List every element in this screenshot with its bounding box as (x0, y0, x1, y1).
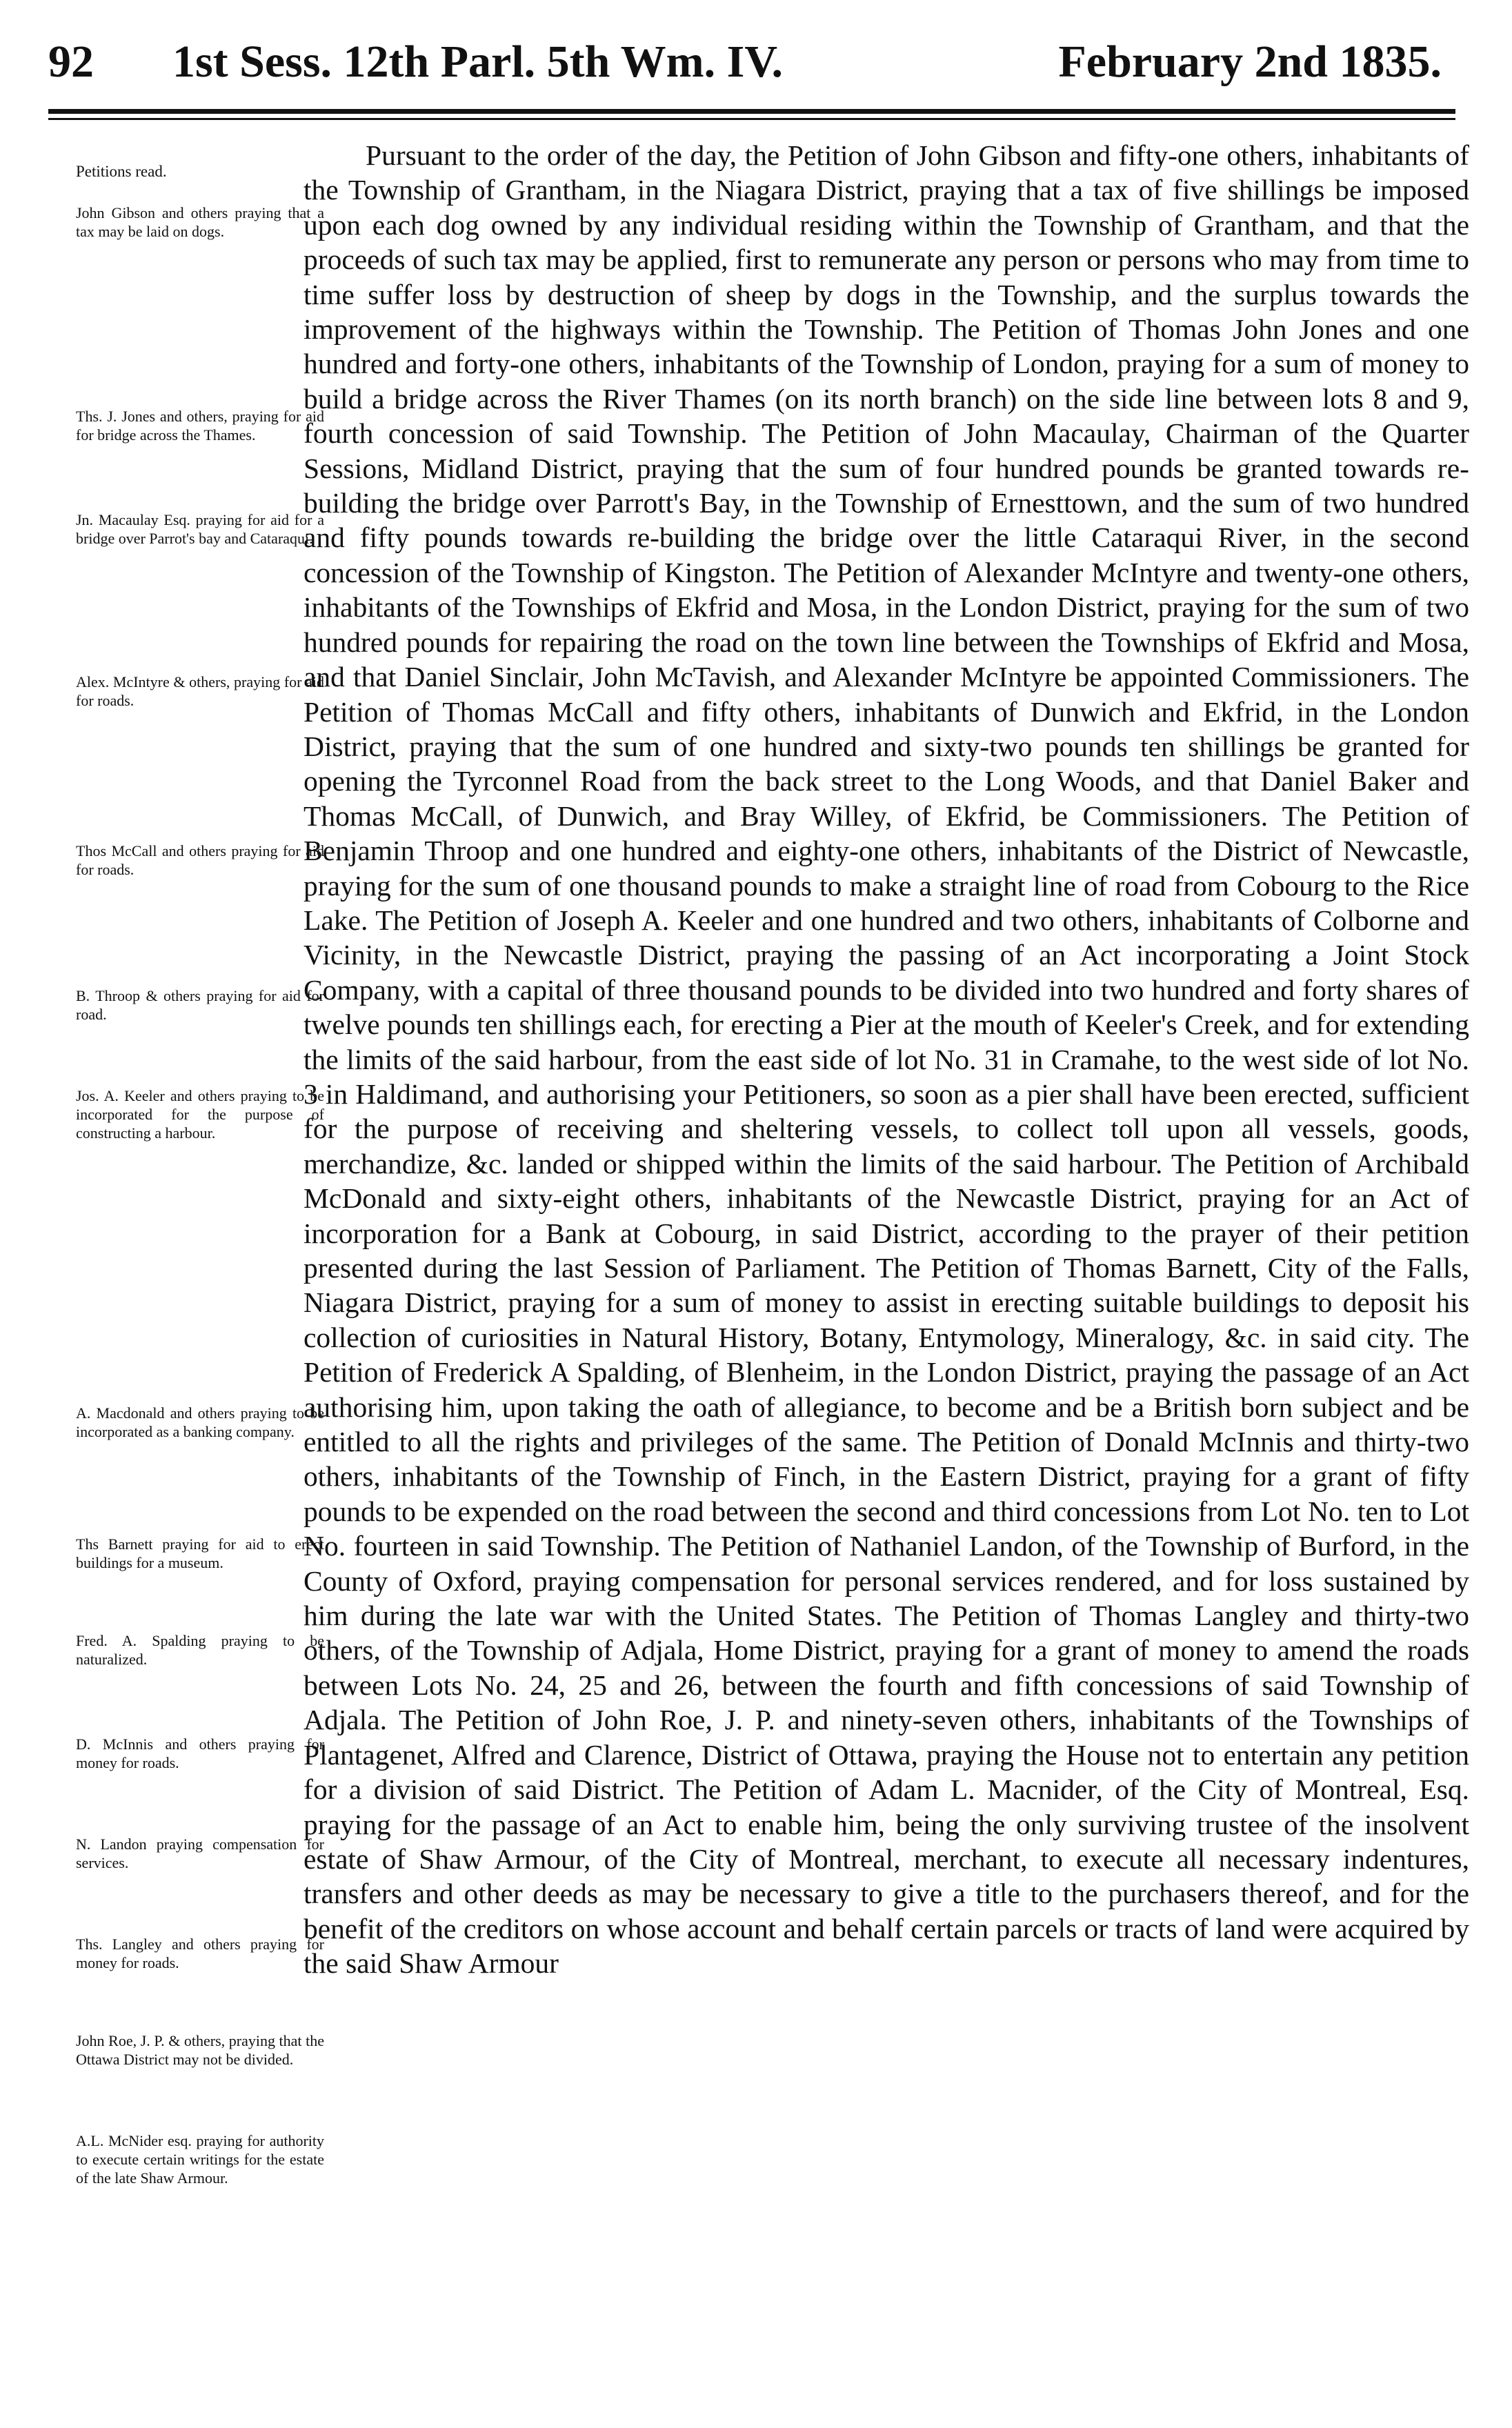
margin-note-keeler: Jos. A. Keeler and others praying to be incorporated for the purpose of constructing a harbour. (76, 1087, 324, 1142)
margin-note-petitions-read: Petitions read. (76, 163, 167, 180)
session-heading: 1st Sess. 12th Parl. 5th Wm. IV. (172, 37, 783, 87)
page-header (48, 34, 1469, 90)
main-text-column (304, 138, 1469, 2407)
margin-note-mcinnis: D. McInnis and others praying for money for roads. (76, 1735, 324, 1771)
margin-note-gibson: John Gibson and others praying that a tax may be laid on dogs. (76, 204, 324, 240)
margin-note-macdonald: A. Macdonald and others praying to be incorporated as a banking company. (76, 1404, 324, 1440)
margin-note-throop: B. Throop & others praying for aid for road. (76, 987, 324, 1023)
margin-note-mccall: Thos McCall and others praying for aid for roads. (76, 842, 324, 878)
margin-note-barnett: Ths Barnett praying for aid to erect buildings for a museum. (76, 1535, 324, 1571)
margin-note-langley: Ths. Langley and others praying for money for roads. (76, 1936, 324, 1971)
margin-note-jones: Ths. J. Jones and others, praying for aid for bridge across the Thames. (76, 408, 324, 444)
margin-note-spalding: Fred. A. Spalding praying to be naturalized. (76, 1632, 324, 1668)
petitions-paragraph: Pursuant to the order of the day, the Petition of John Gibson and fifty-one others, inhabitants of the Township of Grantham, in the Niagara District, praying that a tax of five shillings be imposed upon each dog owned by any individual residing within the Township of Grantham, and that the proceeds of such tax may be applied, first to remunerate any person or persons who may from time to time suffer loss by destruction of sheep by dogs in the Township, and the surplus towards the improvement of the highways within the Township. The Petition of Thomas John Jones and one hundred and forty-one others, inhabitants of the Township of London, praying for a sum of money to build a bridge across the River Thames (on its north branch) on the side line between lots 8 and 9, fourth concession of said Township. The Petition of John Macaulay, Chairman of the Quarter Sessions, Midland District, praying that the sum of four hundred pounds be granted towards re-building the bridge over Parrott's Bay, in the Township of Ernesttown, and the sum of two hundred and fifty pounds towards re-building the bridge over the little Cataraqui River, in the second concession of the Township of Kingston. The Petition of Alexander McIntyre and twenty-one others, inhabitants of the Townships of Ekfrid and Mosa, in the London District, praying for the sum of two hundred pounds for repairing the road on the town line between the Townships of Ekfrid and Mosa, and that Daniel Sinclair, John McTavish, and Alexander McIntyre be appointed Commissioners. The Petition of Thomas McCall and fifty others, inhabitants of Dunwich and Ekfrid, in the London District, praying that the sum of one hundred and sixty-two pounds ten shillings be granted for opening the Tyrconnel Road from the back street to the Long Woods, and that Daniel Baker and Thomas McCall, of Dunwich, and Bray Willey, of Ekfrid, be Commissioners. The Petition of Benjamin Throop and one hundred and eighty-one others, inhabitants of the District of Newcastle, praying for the sum of one thousand pounds to make a straight line of road from Cobourg to the Rice Lake. The Petition of Joseph A. Keeler and one hundred and two others, inhabitants of Colborne and Vicinity, in the Newcastle District, praying the passing of an Act incorporating a Joint Stock Company, with a capital of three thousand pounds to be divided into two hundred and forty shares of twelve pounds ten shillings each, for erecting a Pier at the mouth of Keeler's Creek, and for extending the limits of the said harbour, from the east side of lot No. 31 in Cramahe, to the west side of lot No. 3 in Haldimand, and authorising your Petitioners, so soon as a pier shall have been erected, sufficient for the purpose of receiving and sheltering vessels, to collect toll upon all vessels, goods, merchandize, &c. landed or shipped within the limits of the said harbour. The Petition of Archibald McDonald and sixty-eight others, inhabitants of the Newcastle District, praying for an Act of incorporation for a Bank at Cobourg, in said District, according to the prayer of their petition presented during the last Session of Parliament. The Petition of Thomas Barnett, City of the Falls, Niagara District, praying for a sum of money to assist in erecting suitable buildings to deposit his collection of curiosities in Natural History, Botany, Entymology, Mineralogy, &c. in said city. The Petition of Frederick A Spalding, of Blenheim, in the London District, praying the passage of an Act authorising him, upon taking the oath of allegiance, to become and be a British born subject and be entitled to all the rights and privileges of the same. The Petition of Donald McInnis and thirty-two others, inhabitants of the Township of Finch, in the Eastern District, praying for a grant of fifty pounds to be expended on the road between the second and third concessions from Lot No. ten to Lot No. fourteen in said Township. The Petition of Nathaniel Landon, of the Township of Burford, in the County of Oxford, praying compensation for personal services rendered, and for loss sustained by him during the late war with the United States. The Petition of Thomas Langley and thirty-two others, of the Township of Adjala, Home District, praying for a grant of money to amend the roads between Lots No. 24, 25 and 26, between the fourth and fifth concessions of said Township of Adjala. The Petition of John Roe, J. P. and ninety-seven others, inhabitants of the Townships of Plantagenet, Alfred and Clarence, District of Ottawa, praying the House not to entertain any petition for a division of said District. The Petition of Adam L. Macnider, of the City of Montreal, Esq. praying for the passage of an Act to enable him, being the only surviving trustee of the insolvent estate of Shaw Armour, of the City of Montreal, merchant, to execute all necessary indentures, transfers and other deeds as may be necessary to give a title to the purchasers thereof, and for the benefit of the creditors on whose account and behalf certain parcels or tracts of land were acquired by the said Shaw Armour (304, 139, 1469, 1980)
margin-note-roe: John Roe, J. P. & others, praying that the Ottawa District may not be divided. (76, 2032, 324, 2068)
margin-note-mcintyre: Alex. McIntyre & others, praying for aid for roads. (76, 673, 324, 709)
header-rule-thick (48, 109, 1455, 114)
header-rule-thin (48, 118, 1455, 120)
margin-note-mcnider: A.L. McNider esq. praying for authority to execute certain writings for the estate of the late Shaw Armour. (76, 2132, 324, 2187)
margin-note-macaulay: Jn. Macaulay Esq. praying for aid for a bridge over Parrot's bay and Cataraqui. (76, 511, 324, 547)
date-heading: February 2nd 1835. (1058, 37, 1442, 87)
page-number: 92 (48, 37, 94, 87)
margin-note-landon: N. Landon praying compensation for services. (76, 1835, 324, 1871)
